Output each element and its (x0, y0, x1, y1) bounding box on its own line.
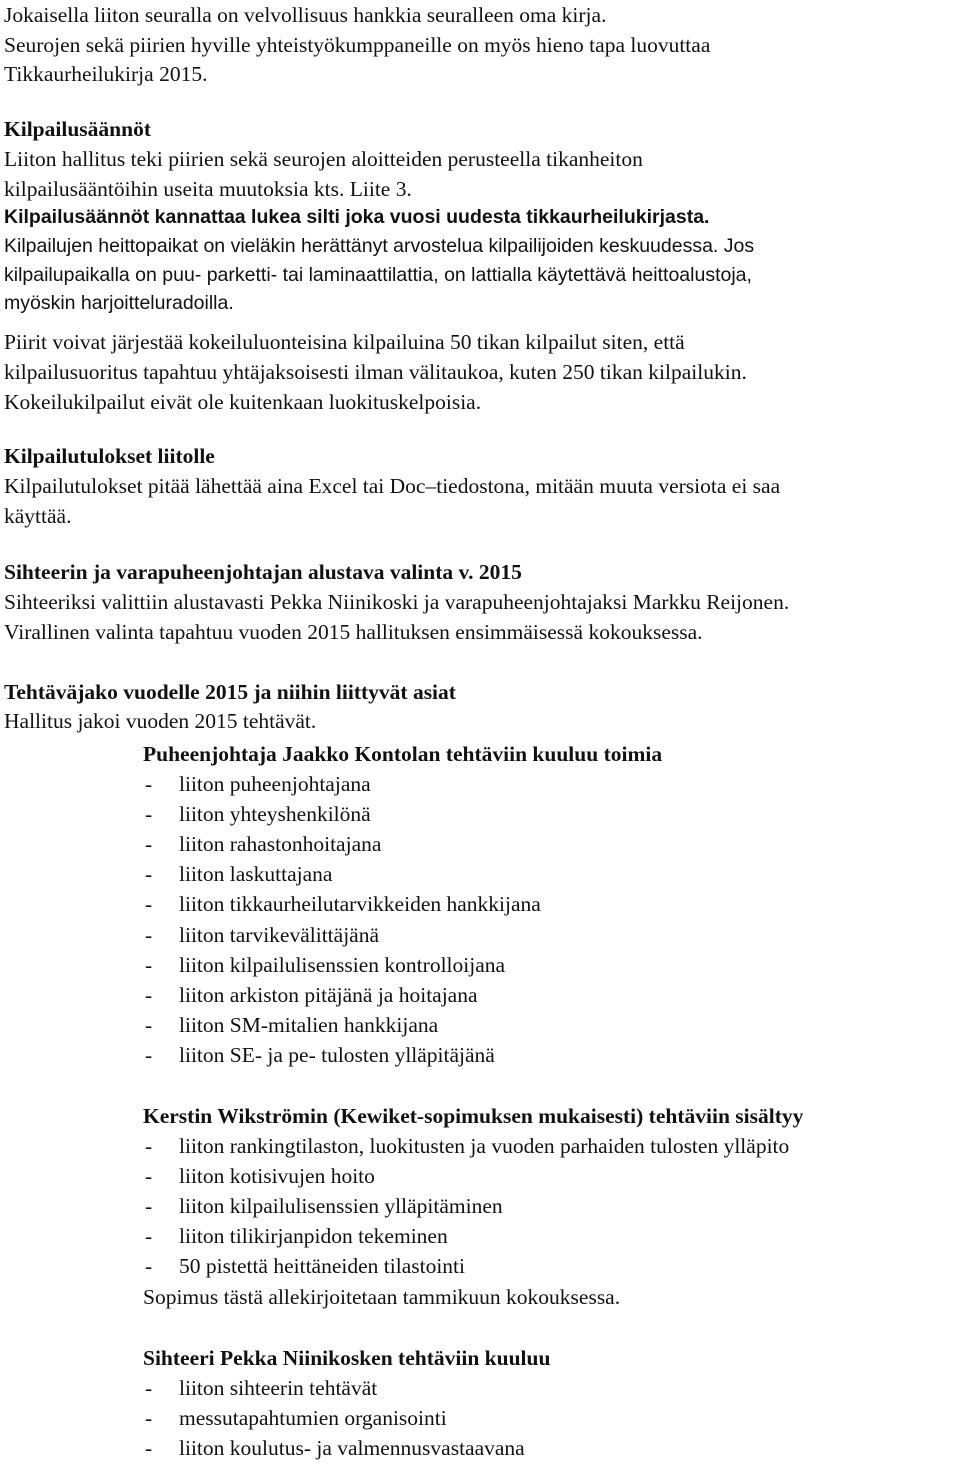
bullet-dash: - (145, 1254, 153, 1278)
bullet-dash: - (145, 802, 153, 826)
bullet-dash: - (145, 1406, 153, 1430)
bullet-dash: - (145, 862, 153, 886)
paragraph-line: Hallitus jakoi vuoden 2015 tehtävät. (4, 709, 317, 733)
bullet-dash: - (145, 983, 153, 1007)
bullet-dash: - (145, 1376, 153, 1400)
list-item-text: 50 pistettä heittäneiden tilastointi (179, 1254, 466, 1278)
section-heading-tehtavajako: Tehtäväjako vuodelle 2015 ja niihin liittyvät asiat (4, 680, 456, 704)
bullet-dash: - (145, 1224, 153, 1248)
paragraph-line: Virallinen valinta tapahtuu vuoden 2015 hallituksen ensimmäisessä kokouksessa. (4, 620, 703, 644)
list-item (145, 980, 478, 1010)
subheading-puheenjohtaja: Puheenjohtaja Jaakko Kontolan tehtäviin kuuluu toimia (143, 742, 663, 766)
list-item-text: liiton rahastonhoitajana (179, 832, 382, 856)
list-item (145, 1373, 377, 1403)
list-item-text: liiton tarvikevälittäjänä (179, 923, 379, 947)
section-heading-sihteeri-valinta: Sihteerin ja varapuheenjohtajan alustava valinta v. 2015 (4, 560, 522, 584)
list-item-text: liiton sihteerin tehtävät (179, 1376, 378, 1400)
list-item (145, 1161, 375, 1191)
bullet-dash: - (145, 953, 153, 977)
paragraph-line: Sihteeriksi valittiin alustavasti Pekka Niinikoski ja varapuheenjohtajaksi Markku Reijonen. (4, 590, 790, 614)
list-item-text: liiton kotisivujen hoito (179, 1164, 375, 1188)
bullet-dash: - (145, 923, 153, 947)
list-item-text: liiton koulutus- ja valmennusvastaavana (179, 1436, 525, 1460)
list-item (145, 1191, 503, 1221)
paragraph-line: kilpailupaikalla on puu- parketti- tai laminaattilattia, on lattialla käytettävä heittoalustoja, (4, 264, 752, 286)
list-item (145, 1251, 465, 1281)
list-item (145, 1010, 438, 1040)
list-item (145, 950, 505, 980)
bullet-dash: - (145, 1436, 153, 1460)
subheading-wikstrom: Kerstin Wikströmin (Kewiket-sopimuksen mukaisesti) tehtäviin sisältyy (143, 1104, 804, 1128)
list-item-text: liiton arkiston pitäjänä ja hoitajana (179, 983, 478, 1007)
highlight-line: Kilpailusäännöt kannattaa lukea silti joka vuosi uudesta tikkaurheilukirjasta. (4, 206, 710, 228)
list-item-text: liiton tilikirjanpidon tekeminen (179, 1224, 448, 1248)
bullet-dash: - (145, 1194, 153, 1218)
paragraph-line: myöskin harjoitteluradoilla. (4, 292, 234, 314)
paragraph-line: Kilpailujen heittopaikat on vieläkin herättänyt arvostelua kilpailijoiden keskuudessa. Jos (4, 235, 755, 257)
list-item-text: liiton puheenjohtajana (179, 772, 371, 796)
list-item (145, 1221, 448, 1251)
list-item (145, 920, 379, 950)
bullet-dash: - (145, 1013, 153, 1037)
list-item (145, 1433, 525, 1463)
paragraph-line: Kilpailutulokset pitää lähettää aina Excel tai Doc–tiedostona, mitään muuta versiota ei saa (4, 474, 781, 498)
list-item (145, 1403, 447, 1433)
list-item (145, 769, 371, 799)
subheading-sihteeri: Sihteeri Pekka Niinikosken tehtäviin kuuluu (143, 1346, 551, 1370)
list-item-text: liiton kilpailulisenssien ylläpitäminen (179, 1194, 503, 1218)
paragraph-line: käyttää. (4, 504, 72, 528)
list-item (145, 799, 371, 829)
bullet-dash: - (145, 832, 153, 856)
section-heading-tulokset: Kilpailutulokset liitolle (4, 444, 215, 468)
list-item (145, 859, 332, 889)
list-item-text: messutapahtumien organisointi (179, 1406, 447, 1430)
intro-line: Tikkaurheilukirja 2015. (4, 62, 208, 86)
intro-line: Jokaisella liiton seuralla on velvollisuus hankkia seuralleen oma kirja. (4, 3, 607, 27)
list-item-text: liiton kilpailulisenssien kontrolloijana (179, 953, 506, 977)
intro-line: Seurojen sekä piirien hyville yhteistyökumppaneille on myös hieno tapa luovuttaa (4, 33, 711, 57)
paragraph-line: kilpailusääntöihin useita muutoksia kts. Liite 3. (4, 177, 412, 201)
contract-note: Sopimus tästä allekirjoitetaan tammikuun kokouksessa. (143, 1285, 621, 1309)
bullet-dash: - (145, 1164, 153, 1188)
paragraph-line: kilpailusuoritus tapahtuu yhtäjaksoisesti ilman välitaukoa, kuten 250 tikan kilpailukin. (4, 360, 747, 384)
list-item (145, 829, 381, 859)
bullet-dash: - (145, 1134, 153, 1158)
list-item (145, 1131, 789, 1161)
bullet-dash: - (145, 892, 153, 916)
bullet-dash: - (145, 772, 153, 796)
bullet-dash: - (145, 1043, 153, 1067)
list-item-text: liiton tikkaurheilutarvikkeiden hankkijana (179, 892, 541, 916)
list-item (145, 1040, 495, 1070)
list-item (145, 889, 541, 919)
list-item-text: liiton rankingtilaston, luokitusten ja vuoden parhaiden tulosten ylläpito (179, 1134, 790, 1158)
paragraph-line: Piirit voivat järjestää kokeiluluonteisina kilpailuina 50 tikan kilpailut siten, että (4, 330, 685, 354)
paragraph-line: Kokeilukilpailut eivät ole kuitenkaan luokituskelpoisia. (4, 390, 482, 414)
list-item-text: liiton SE- ja pe- tulosten ylläpitäjänä (179, 1043, 495, 1067)
paragraph-line: Liiton hallitus teki piirien sekä seurojen aloitteiden perusteella tikanheiton (4, 147, 643, 171)
section-heading-kilpailusaannot: Kilpailusäännöt (4, 117, 151, 141)
list-item-text: liiton yhteyshenkilönä (179, 802, 371, 826)
list-item-text: liiton laskuttajana (179, 862, 333, 886)
list-item-text: liiton SM-mitalien hankkijana (179, 1013, 439, 1037)
